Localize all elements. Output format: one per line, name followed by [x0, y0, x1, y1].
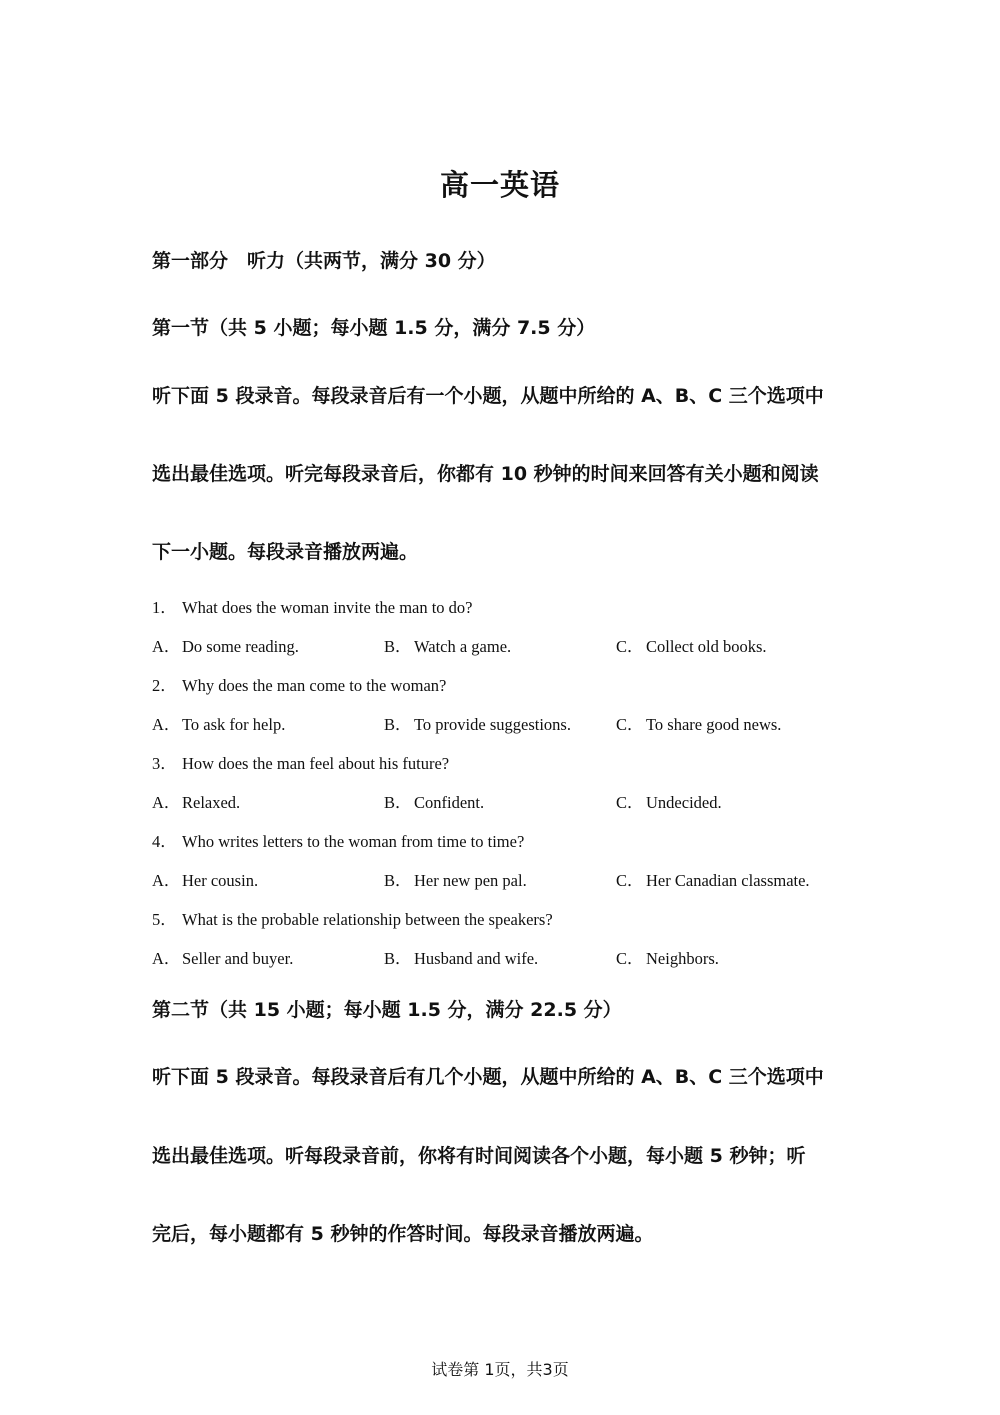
option-a — [152, 945, 293, 969]
question-text: What does the woman invite the man to do? — [182, 598, 473, 617]
option-b — [384, 945, 538, 969]
option-letter: A． — [152, 637, 181, 656]
part1-heading: 第一部分 听力（共两节，满分 30 分） — [152, 250, 496, 272]
question-1 — [152, 594, 473, 618]
section1-instruction-line: 下一小题。每段录音播放两遍。 — [152, 541, 419, 563]
option-letter: C． — [616, 949, 644, 968]
section2-instruction-line: 听下面 5 段录音。每段录音后有几个小题，从题中所给的 A、B、C 三个选项中 — [152, 1066, 824, 1088]
option-text: Relaxed. — [182, 793, 241, 812]
section2-instruction-line: 完后，每小题都有 5 秒钟的作答时间。每段录音播放两遍。 — [152, 1223, 654, 1245]
option-text: Neighbors. — [646, 949, 719, 968]
section1-instruction-line: 选出最佳选项。听完每段录音后，你都有 10 秒钟的时间来回答有关小题和阅读 — [152, 463, 819, 485]
option-text: Seller and buyer. — [182, 949, 294, 968]
option-letter: C． — [616, 637, 644, 656]
question-text: What is the probable relationship between the speakers? — [182, 910, 553, 929]
question-4 — [152, 828, 524, 852]
section1-heading: 第一节（共 5 小题；每小题 1.5 分，满分 7.5 分） — [152, 317, 596, 339]
question-5 — [152, 906, 553, 930]
option-c — [616, 789, 722, 813]
option-c — [616, 711, 781, 735]
option-letter: B． — [384, 871, 412, 890]
option-letter: A． — [152, 871, 181, 890]
option-text: To ask for help. — [182, 715, 286, 734]
option-b — [384, 633, 511, 657]
question-number: 5． — [152, 910, 177, 929]
option-letter: C． — [616, 871, 644, 890]
option-b — [384, 711, 571, 735]
question-text: How does the man feel about his future? — [182, 754, 450, 773]
option-text: Husband and wife. — [414, 949, 539, 968]
option-text: Undecided. — [646, 793, 722, 812]
question-number: 4． — [152, 832, 177, 851]
question-3 — [152, 750, 449, 774]
page-title: 高一英语 — [439, 168, 560, 202]
option-text: Collect old books. — [646, 637, 767, 656]
option-letter: B． — [384, 793, 412, 812]
option-letter: A． — [152, 715, 181, 734]
question-text: Why does the man come to the woman? — [182, 676, 447, 695]
option-c — [616, 633, 767, 657]
option-letter: A． — [152, 949, 181, 968]
option-b — [384, 867, 527, 891]
option-text: Do some reading. — [182, 637, 299, 656]
option-letter: C． — [616, 715, 644, 734]
section2-instruction-line: 选出最佳选项。听每段录音前，你将有时间阅读各个小题，每小题 5 秒钟；听 — [152, 1145, 806, 1167]
option-b — [384, 789, 484, 813]
option-text: To share good news. — [646, 715, 782, 734]
option-text: Her new pen pal. — [414, 871, 527, 890]
option-letter: B． — [384, 949, 412, 968]
question-text: Who writes letters to the woman from time to time? — [182, 832, 525, 851]
option-text: Her cousin. — [182, 871, 259, 890]
option-a — [152, 867, 258, 891]
option-letter: B． — [384, 637, 412, 656]
option-letter: B． — [384, 715, 412, 734]
option-a — [152, 633, 299, 657]
option-c — [616, 867, 810, 891]
question-2 — [152, 672, 446, 696]
section1-instruction-line: 听下面 5 段录音。每段录音后有一个小题，从题中所给的 A、B、C 三个选项中 — [152, 385, 824, 407]
question-number: 2． — [152, 676, 177, 695]
section2-heading: 第二节（共 15 小题；每小题 1.5 分，满分 22.5 分） — [152, 999, 622, 1021]
option-text: To provide suggestions. — [414, 715, 571, 734]
question-number: 1． — [152, 598, 177, 617]
option-text: Confident. — [414, 793, 485, 812]
question-number: 3． — [152, 754, 177, 773]
option-letter: A． — [152, 793, 181, 812]
option-text: Her Canadian classmate. — [646, 871, 810, 890]
option-a — [152, 789, 240, 813]
page-footer: 试卷第 1页，共3页 — [431, 1360, 569, 1379]
option-text: Watch a game. — [414, 637, 512, 656]
option-letter: C． — [616, 793, 644, 812]
option-c — [616, 945, 719, 969]
option-a — [152, 711, 285, 735]
